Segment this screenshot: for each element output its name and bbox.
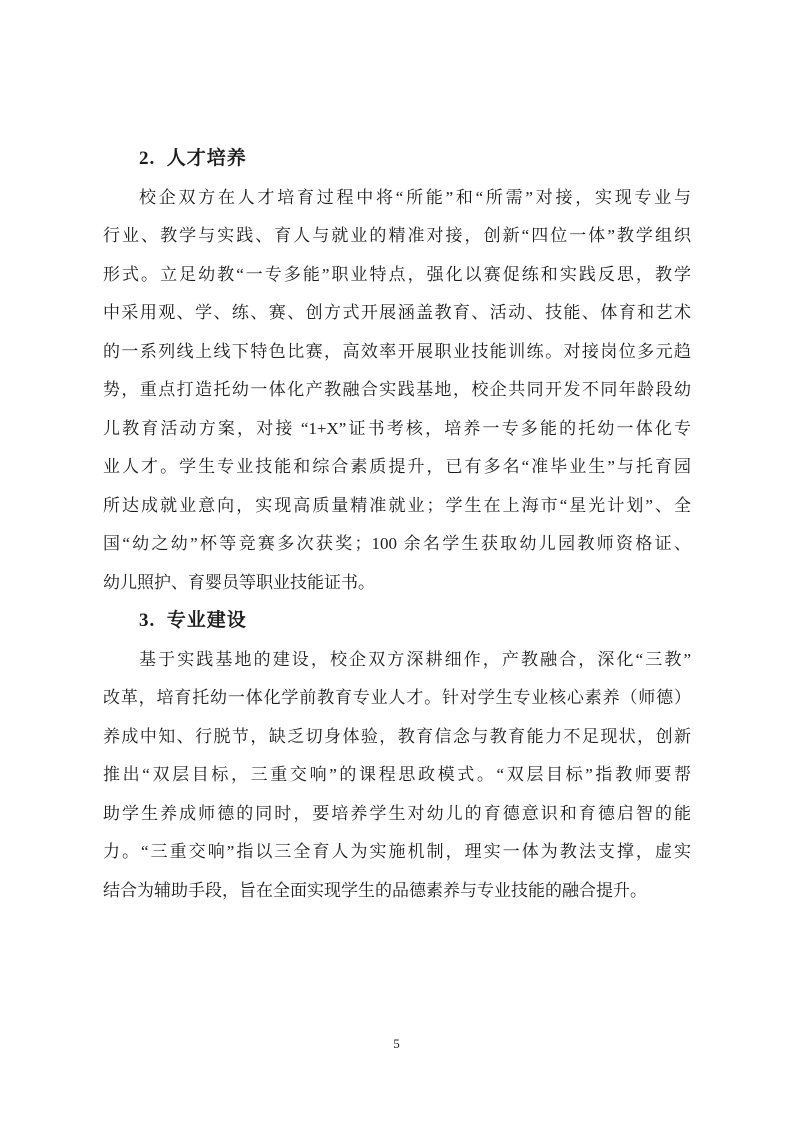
paragraph-line: 的一系列线上线下特色比赛，高效率开展职业技能训练。对接岗位多元趋 xyxy=(103,341,691,361)
paragraph-line: 国“幼之幼”杯等竞赛多次获奖；100 余名学生获取幼儿园教师资格证、 xyxy=(103,534,691,553)
paragraph-line: 养成中知、行脱节，缺乏切身体验，教育信念与教育能力不足现状，创新 xyxy=(103,726,691,746)
paragraph-line: 幼儿照护、育婴员等职业技能证书。 xyxy=(103,572,375,592)
section-heading-major-construction: 3. 专业建设 xyxy=(139,610,247,631)
paragraph-line: 力。“三重交响”指以三全育人为实施机制，理实一体为教法支撑，虚实 xyxy=(103,842,691,861)
paragraph-line: 业人才。学生专业技能和综合素质提升，已有多名“准毕业生”与托育园 xyxy=(103,457,691,476)
paragraph-line: 推出“双层目标，三重交响”的课程思政模式。“双层目标”指教师要帮 xyxy=(103,765,691,784)
document-body xyxy=(103,140,691,910)
paragraph-line: 儿教育活动方案，对接 “1+X”证书考核，培养一专多能的托幼一体化专 xyxy=(103,418,691,438)
paragraph-line: 校企双方在人才培育过程中将“所能”和“所需”对接，实现专业与 xyxy=(139,187,691,207)
paragraph-line: 中采用观、学、练、赛、创方式开展涵盖教育、活动、技能、体育和艺术 xyxy=(103,303,691,322)
paragraph-line: 形式。立足幼教“一专多能”职业特点，强化以赛促练和实践反思，教学 xyxy=(103,264,691,284)
section-talent-cultivation xyxy=(103,140,691,602)
paragraph-line: 势，重点打造托幼一体化产教融合实践基地，校企共同开发不同年龄段幼 xyxy=(103,380,691,399)
section-heading-talent-cultivation: 2. 人才培养 xyxy=(139,148,247,169)
paragraph-line: 所达成就业意向，实现高质量精准就业；学生在上海市“星光计划”、全 xyxy=(103,495,691,515)
paragraph-line: 改革，培育托幼一体化学前教育专业人才。针对学生专业核心素养（师德） xyxy=(103,688,691,707)
paragraph-line: 行业、教学与实践、育人与就业的精准对接，创新“四位一体”教学组织 xyxy=(103,226,691,245)
page-number: 5 xyxy=(393,1036,400,1051)
section-paragraph-talent-cultivation xyxy=(103,179,691,603)
paragraph-line: 基于实践基地的建设，校企双方深耕细作，产教融合，深化“三教” xyxy=(139,649,691,669)
paragraph-line: 结合为辅助手段，旨在全面实现学生的品德素养与专业技能的融合提升。 xyxy=(103,880,647,900)
paragraph-line: 助学生养成师德的同时，要培养学生对幼儿的育德意识和育德启智的能 xyxy=(103,803,691,823)
section-major-construction xyxy=(103,602,691,910)
section-paragraph-major-construction xyxy=(103,641,691,911)
